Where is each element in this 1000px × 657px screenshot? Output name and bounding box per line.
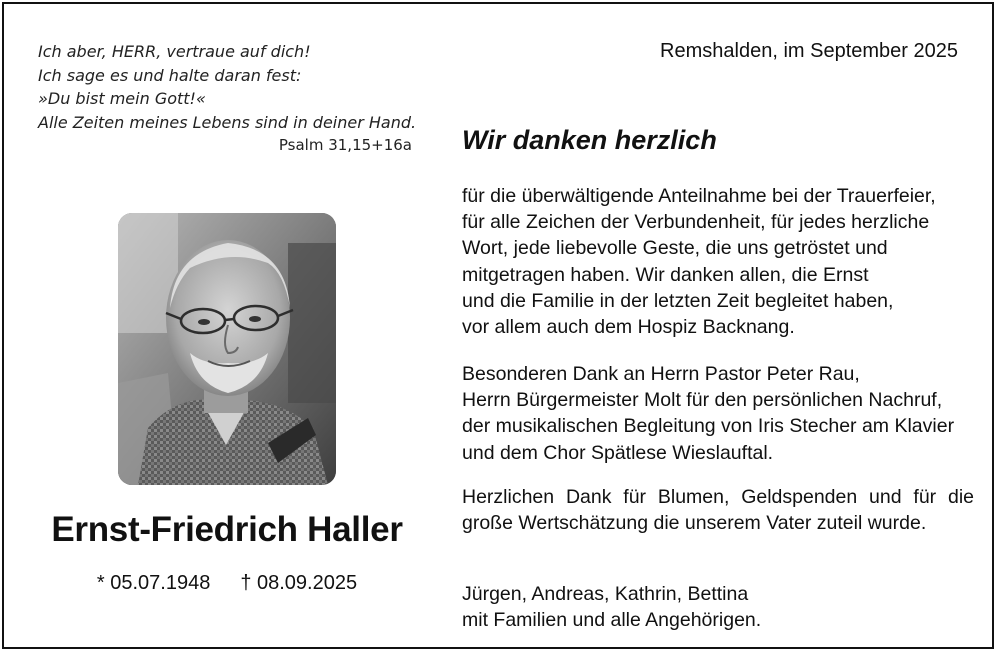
paragraph-line: für die überwältigende Anteilnahme bei der Trauerfeier, — [462, 185, 936, 207]
paragraph-line: vor allem auch dem Hospiz Backnang. — [462, 316, 795, 339]
life-dates — [4, 572, 450, 595]
birth-date: * 05.07.1948 — [96, 572, 211, 594]
thanks-paragraph — [462, 183, 982, 340]
place-date: Remshalden, im September 2025 — [660, 40, 958, 62]
signature-line: Jürgen, Andreas, Kathrin, Bettina — [462, 583, 749, 605]
special-thanks-paragraph — [462, 361, 982, 466]
portrait-photo — [118, 213, 336, 485]
obituary-card — [2, 2, 994, 649]
verse-line: »Du bist mein Gott!« — [38, 89, 206, 108]
paragraph-line: Besonderen Dank an Herrn Pastor Peter Rau, — [462, 363, 860, 385]
death-date: † 08.09.2025 — [240, 572, 358, 594]
paragraph-line: und dem Chor Spätlese Wieslauftal. — [462, 441, 774, 464]
signature — [462, 581, 982, 633]
bible-verse — [38, 40, 416, 158]
flowers-thanks-paragraph — [462, 484, 974, 536]
verse-line: Alle Zeiten meines Lebens sind in deiner Hand. — [38, 112, 417, 132]
signature-line: mit Familien und alle Angehörigen. — [462, 609, 762, 632]
paragraph-line: und die Familie in der letzten Zeit begleitet haben, — [462, 289, 894, 312]
paragraph-line: Herzlichen Dank für Blumen, Geldspenden und für die — [462, 486, 974, 508]
verse-reference: Psalm 31,15+16a — [278, 136, 412, 154]
verse-line: Ich sage es und halte daran fest: — [38, 65, 302, 85]
verse-line: Ich aber, HERR, vertraue auf dich! — [38, 42, 311, 61]
paragraph-line: große Wertschätzung die unserem Vater zuteil wurde. — [462, 512, 927, 535]
paragraph-line: für alle Zeichen der Verbundenheit, für jedes herzliche — [462, 211, 930, 234]
paragraph-line: mitgetragen haben. Wir danken allen, die Ernst — [462, 263, 869, 286]
paragraph-line: der musikalischen Begleitung von Iris Stecher am Klavier — [462, 415, 955, 438]
paragraph-line: Herrn Bürgermeister Molt für den persönlichen Nachruf, — [462, 389, 943, 412]
deceased-name: Ernst-Friedrich Haller — [51, 510, 403, 549]
thanks-heading: Wir danken herzlich — [462, 125, 717, 155]
paragraph-line: Wort, jede liebevolle Geste, die uns getröstet und — [462, 237, 888, 260]
portrait-image — [118, 213, 336, 485]
